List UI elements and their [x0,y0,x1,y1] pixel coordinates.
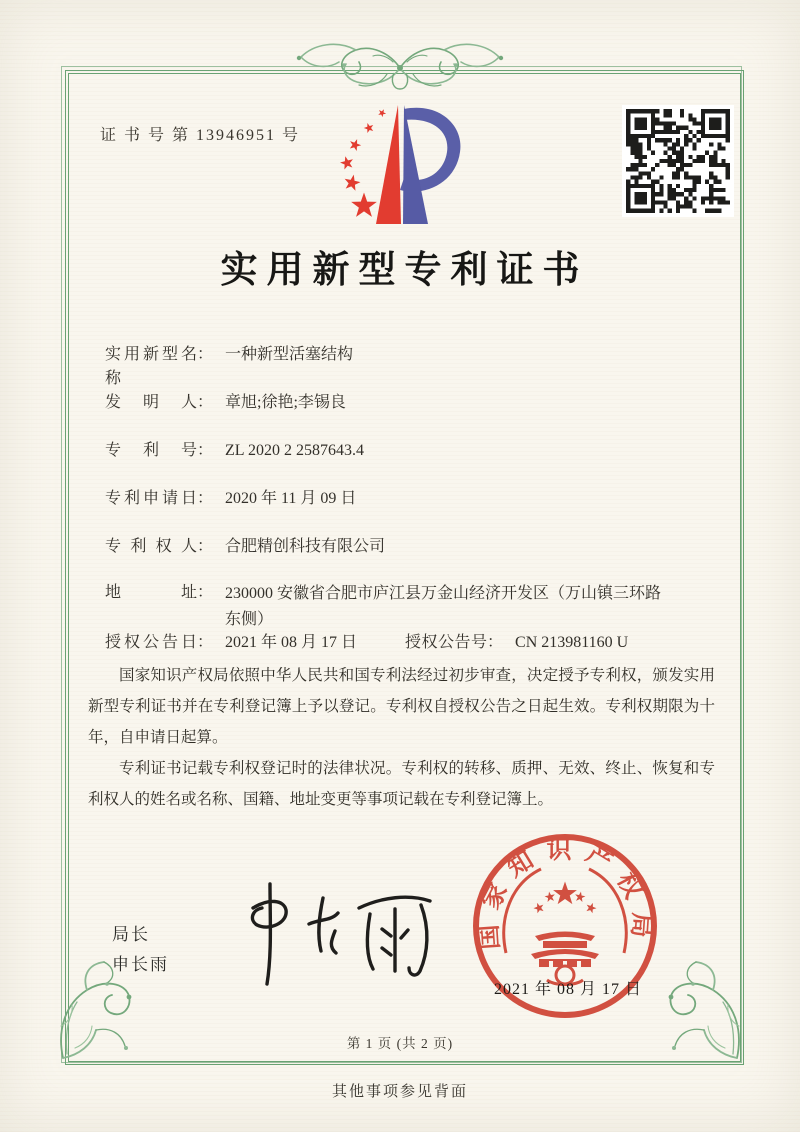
top-scroll-ornament-icon [283,40,517,98]
field-label: 地址 [105,584,197,601]
field-row-address [105,581,725,633]
field-row-utility-name [105,343,725,391]
back-side-note: 其他事项参见背面 [331,1084,468,1100]
page-number: 第 1 页 (共 2 页) [346,1036,454,1051]
field-value: 230000 安徽省合肥市庐江县万金山经济开发区（万山镇三环路东侧） [225,585,662,628]
field-colon: ： [197,394,214,411]
certificate-title: 实用新型专利证书 [220,250,589,291]
field-colon: ： [487,634,504,651]
field-grant-number [405,631,628,655]
field-row-inventors [105,391,725,415]
field-row-patent-number [105,439,725,463]
field-value: CN 213981160 U [515,634,629,651]
commissioner-name: 申长雨 [112,955,169,974]
field-row-filing-date [105,487,725,511]
field-colon: ： [197,442,214,459]
field-label: 实用新型名称 [105,346,197,387]
field-row-patentee [105,535,725,559]
field-colon: ： [197,584,214,601]
field-value: 章旭;徐艳;李锡良 [225,394,346,411]
legal-paragraph-2: 专利证书记载专利权登记时的法律状况。专利权的转移、质押、无效、终止、恢复和专利权人的姓名或名称、国籍、地址变更等事项记载在专利登记簿上。 [88,760,715,808]
field-value: 合肥精创科技有限公司 [225,538,386,555]
seal-text: 国家知识产权局 [474,837,656,951]
field-label: 发明人 [105,394,197,411]
legal-text [88,660,715,815]
field-colon: ： [197,490,214,507]
field-label: 授权公告日 [105,634,197,651]
field-colon: ： [197,538,214,555]
field-row-grant-date [105,631,725,655]
field-value: 一种新型活塞结构 [225,346,354,363]
field-label: 专利权人 [105,538,197,555]
field-label: 专利号 [105,442,197,459]
field-label: 授权公告号 [405,634,487,651]
official-red-seal-icon [466,831,664,1029]
field-value: 2021 年 08 月 17 日 [225,634,358,651]
certificate-number: 证 书 号 第 13946951 号 [100,127,301,144]
qr-code-icon [622,105,734,217]
field-colon: ： [197,634,214,651]
legal-paragraph-1: 国家知识产权局依照中华人民共和国专利法经过初步审查，决定授予专利权，颁发实用新型专利证书并在专利登记簿上予以登记。专利权自授权公告之日起生效。专利权期限为十年，自申请日起算。 [88,667,715,746]
seal-date: 2021 年 08 月 17 日 [494,981,643,998]
field-colon: ： [197,346,214,363]
commissioner-title: 局长 [112,925,150,944]
field-value: ZL 2020 2 2587643.4 [225,442,364,459]
cnipa-patent-logo-icon [334,100,470,232]
field-label: 专利申请日 [105,490,197,507]
field-value: 2020 年 11 月 09 日 [225,490,357,507]
handwritten-signature-icon [225,872,440,990]
